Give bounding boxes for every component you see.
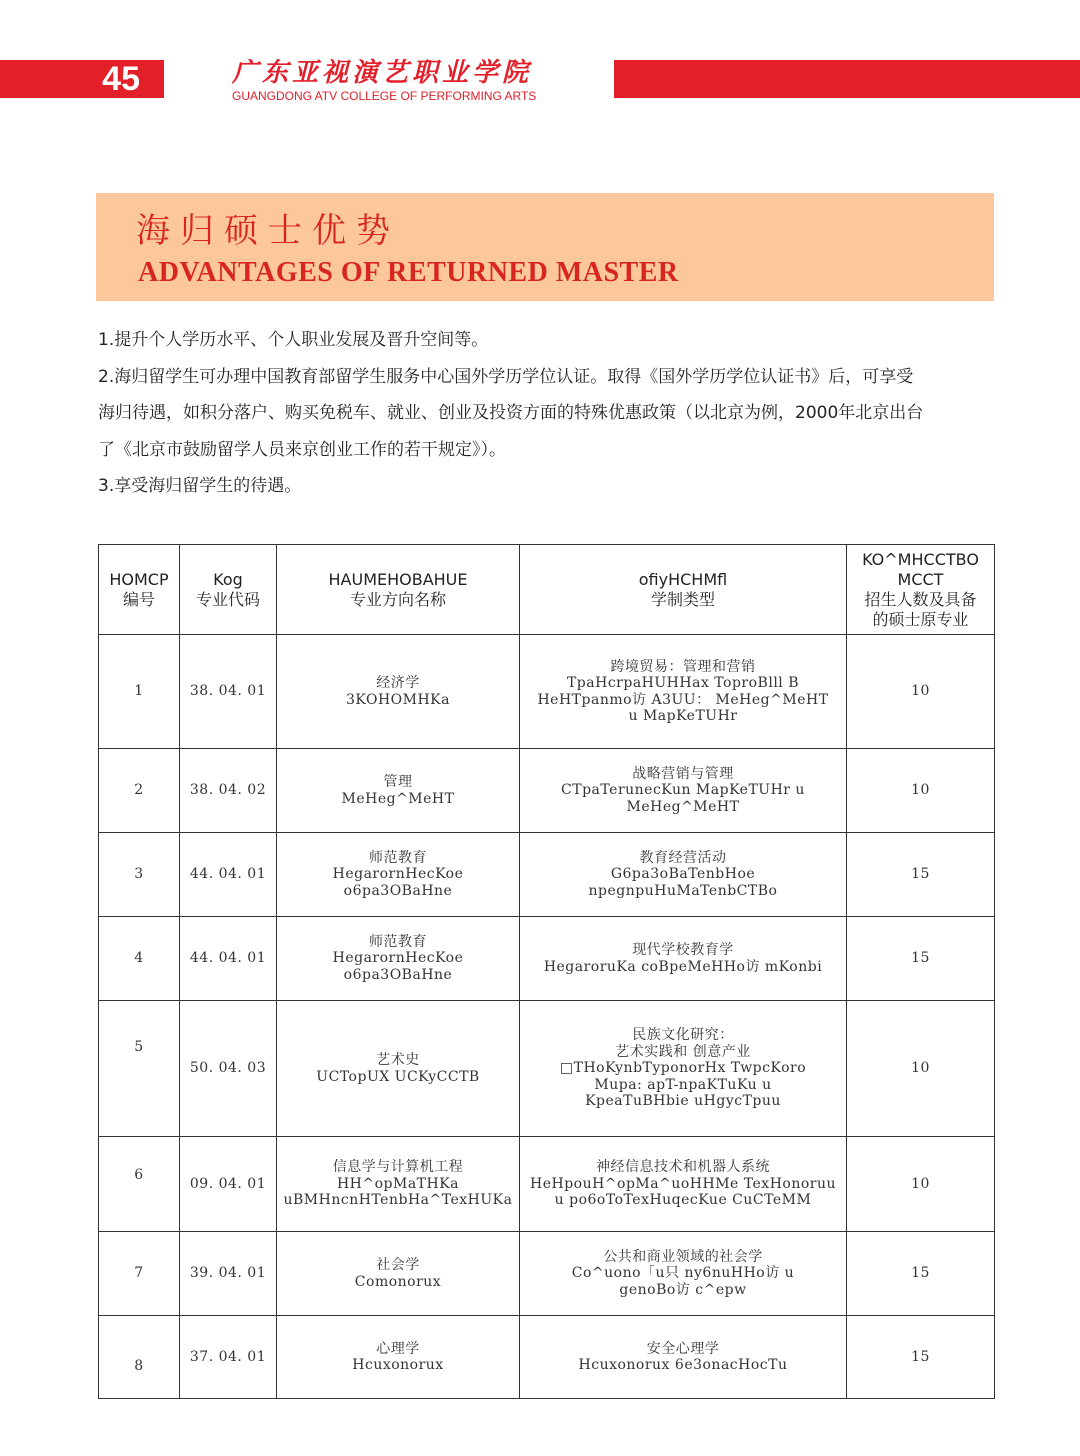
cell-text: TpaHcrpaHUHHax ToproBlll B [566,675,800,691]
section-banner [96,193,994,301]
cell-text: 神经信息技术和机器人系统 [596,1159,770,1176]
cell-text: 艺术史 [376,1052,420,1068]
header-program-type [520,545,847,635]
program-type [520,1232,847,1316]
major-name [277,1137,520,1232]
cell-text: Comonorux [354,1273,442,1290]
major-name [277,1232,520,1316]
row-number: 1 [99,635,180,749]
advantage-line: 2.海归留学生可办理中国教育部留学生服务中心国外学历学位认证。取得《国外学历学位认证书》后，可享受 [98,366,914,387]
enrollment-count: 15 [847,833,995,917]
cell-text: 民族文化研究： [632,1027,734,1044]
major-name [277,635,520,749]
cell-text: 师范教育 [369,849,427,866]
logo-chinese-name: 广东亚视演艺职业学院 [232,58,533,88]
cell-text: HeHTpanmo访 A3UU： MeHeg^MeHT [537,691,829,708]
header-major-name [277,545,520,635]
advantage-line: 3.享受海归留学生的待遇。 [98,476,302,496]
program-type [520,1137,847,1232]
cell-text: HeHpouH^opMa^uoHHMe TexHonoruu [529,1175,837,1192]
enrollment-count: 15 [847,1232,995,1316]
enrollment-count: 10 [847,1137,995,1232]
header-text: 学制类型 [650,589,715,609]
cell-text: npegnpuHuMaTenbCTBo [588,882,778,899]
major-code: 39. 04. 01 [180,1232,277,1316]
major-code: 50. 04. 03 [180,1001,277,1137]
enrollment-count: 15 [847,1316,995,1399]
major-name [277,833,520,917]
cell-text: 公共和商业领域的社会学 [603,1248,763,1265]
row-number: 2 [99,749,180,833]
header-text: ofiyHCHMfl [638,569,728,589]
advantage-line: 了《北京市鼓励留学人员来京创业工作的若干规定》）。 [98,439,506,460]
section-title-en: ADVANTAGES OF RETURNED MASTER [138,257,679,288]
cell-text: u po6oToTexHuqecKue CuCTeMM [554,1192,812,1209]
cell-text: genoBo访 c^epw [619,1281,747,1298]
cell-text: CTpaTerunecKun MapKeTUHr u [561,782,805,799]
enrollment-count: 10 [847,1001,995,1137]
majors-table [98,544,995,1399]
cell-text: 跨境贸易：管理和营销 [610,658,756,675]
cell-text: 经济学 [376,675,420,691]
header-text: HOMCP [109,569,169,589]
cell-text: KpeaTuBHbie uHgycTpuu [585,1093,781,1110]
cell-text: Co^uono「u只 ny6nuHHo访 u [571,1265,795,1282]
table-row [99,1316,995,1399]
logo-english-name: GUANGDONG ATV COLLEGE OF PERFORMING ARTS [232,89,537,103]
major-name [277,1001,520,1137]
page-number: 45 [0,60,164,98]
cell-text: 信息学与计算机工程 [332,1159,464,1176]
header-red-bar [614,60,1080,98]
cell-text: o6pa3OBaHne [343,882,453,899]
program-type [520,749,847,833]
header-text: KO^MHCCTBO [862,549,979,569]
cell-text: 心理学 [376,1340,420,1357]
advantage-line: 1.提升个人学历水平、个人职业发展及晋升空间等。 [98,330,489,350]
header-code [180,545,277,635]
major-code: 09. 04. 01 [180,1137,277,1232]
major-code: 38. 04. 01 [180,635,277,749]
row-number: 4 [99,917,180,1001]
header-text: Kog [213,569,243,589]
cell-text: 现代学校教育学 [632,942,734,958]
cell-text: 3KOHOMHKa [345,691,450,708]
program-type [520,1316,847,1399]
cell-text: HH^opMaTHKa [336,1175,460,1192]
table-header-row [99,545,995,635]
row-number: 3 [99,833,180,917]
college-logo [232,58,602,108]
header-text: 专业代码 [195,589,260,609]
major-name [277,1316,520,1399]
cell-text: 管理 [383,774,413,790]
cell-text: UCTopUX UCKyCCTB [316,1068,480,1085]
cell-text: □THoKynbTyponorHx TwpcKoro [559,1060,807,1077]
header-text: MCCT [897,569,944,589]
header-enrollment [847,545,995,635]
cell-text: Hcuxonorux [352,1357,444,1373]
cell-text: G6pa3oBaTenbHoe [610,866,756,883]
header-number [99,545,180,635]
cell-text: u MapKeTUHr [628,708,738,724]
enrollment-count: 10 [847,749,995,833]
cell-text: HegarornHecKoe [332,950,464,967]
program-type [520,833,847,917]
enrollment-count: 10 [847,635,995,749]
enrollment-count: 15 [847,917,995,1001]
row-number: 7 [99,1232,180,1316]
cell-text: MeHeg^MeHT [626,798,740,815]
advantages-text [98,322,998,505]
cell-text: Mupa: apT-npaKTuKu u [594,1076,772,1093]
cell-text: 教育经营活动 [639,849,727,866]
major-name [277,917,520,1001]
table-row [99,1232,995,1316]
cell-text: HegaroruKa coBpeMeHHo访 mKonbi [543,958,823,975]
cell-text: MeHeg^MeHT [341,790,455,807]
cell-text: 安全心理学 [646,1340,720,1357]
header-text: 招生人数及具备 [864,589,977,609]
header-text: HAUMEHOBAHUE [328,569,468,589]
section-title-cn: 海归硕士优势 [136,211,400,251]
row-number: 6 [99,1137,180,1232]
cell-text: o6pa3OBaHne [343,966,453,983]
program-type [520,917,847,1001]
table-row [99,1001,995,1137]
major-code: 44. 04. 01 [180,917,277,1001]
header-text: 编号 [122,589,155,609]
advantage-line: 海归待遇，如积分落户、购买免税车、就业、创业及投资方面的特殊优惠政策（以北京为例，2000年北京出台 [98,403,924,423]
major-code: 44. 04. 01 [180,833,277,917]
row-number: 5 [99,1001,180,1137]
table-row [99,1137,995,1232]
cell-text: 社会学 [376,1257,420,1273]
row-number: 8 [99,1316,180,1399]
table-row [99,749,995,833]
program-type [520,635,847,749]
header-text: 专业方向名称 [349,589,446,609]
cell-text: uBMHncnHTenbHa^TexHUKa [283,1192,513,1209]
major-code: 37. 04. 01 [180,1316,277,1399]
cell-text: 战略营销与管理 [632,765,734,782]
cell-text: 艺术实践和 创意产业 [615,1043,751,1060]
cell-text: HegarornHecKoe [332,866,464,883]
table-row [99,833,995,917]
major-name [277,749,520,833]
table-row [99,635,995,749]
header-text: 的硕士原专业 [872,609,969,629]
program-type [520,1001,847,1137]
major-code: 38. 04. 02 [180,749,277,833]
cell-text: 师范教育 [369,933,427,950]
cell-text: Hcuxonorux 6e3onacHocTu [578,1357,788,1373]
table-row [99,917,995,1001]
